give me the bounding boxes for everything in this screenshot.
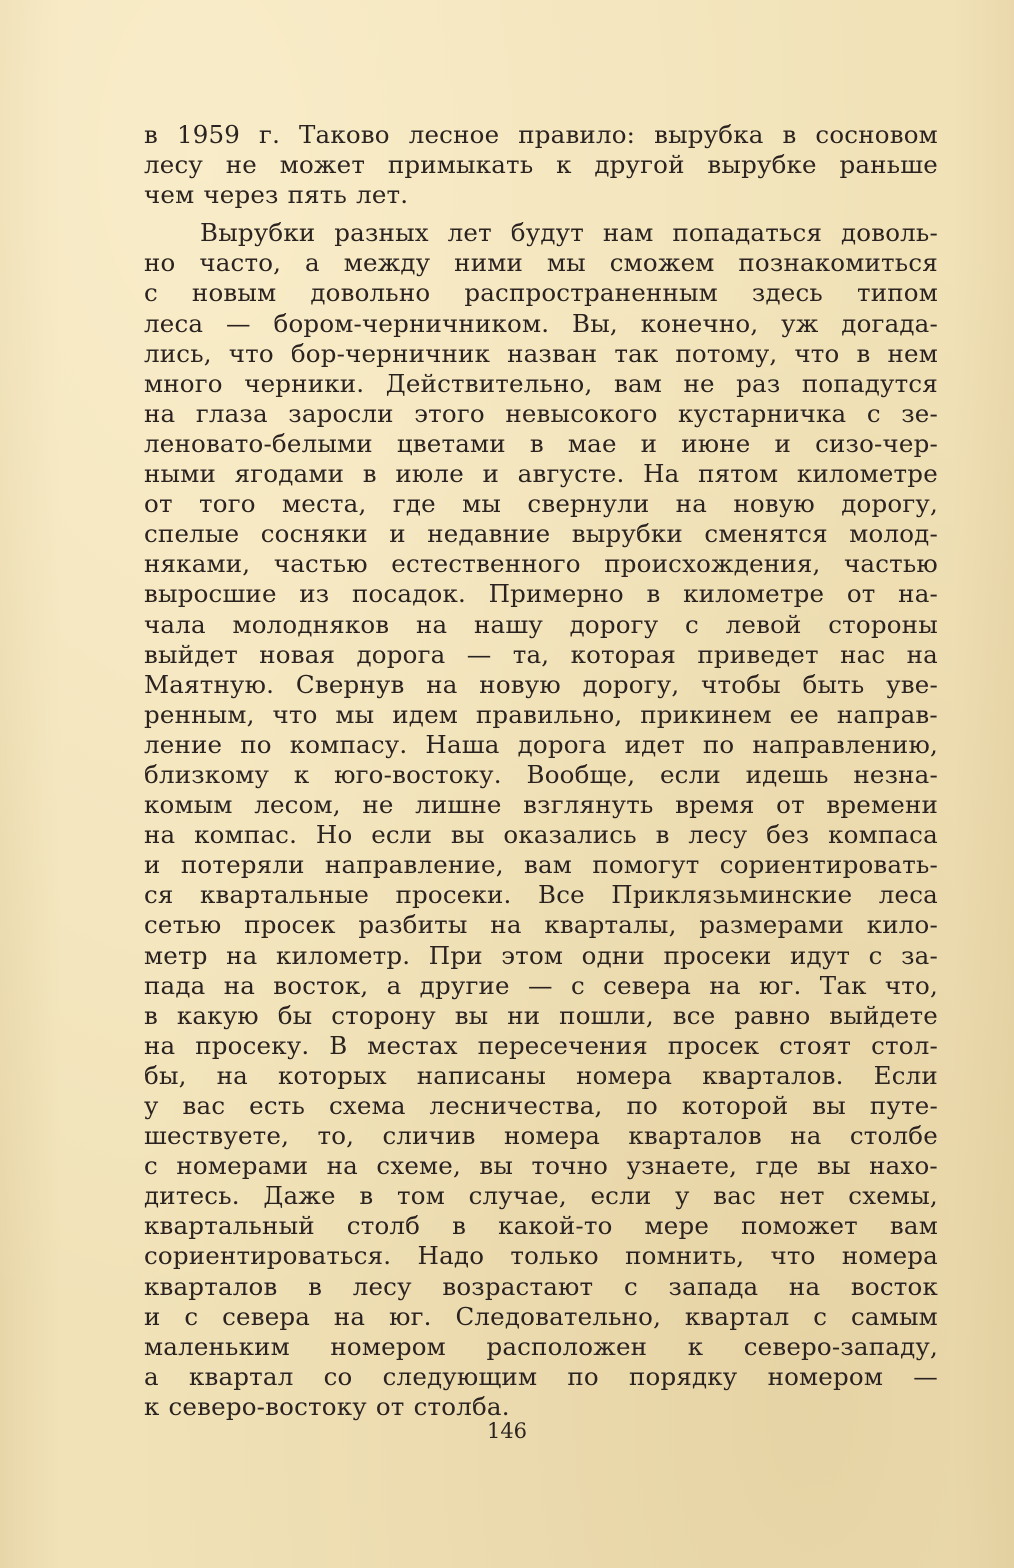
text-line: выросшие из посадок. Примерно в километре от на- (144, 579, 938, 609)
text-line: леновато-белыми цветами в мае и июне и сизо-чер- (144, 428, 938, 458)
text-line: Вырубки разных лет будут нам попадаться доволь- (200, 218, 938, 248)
text-line: чем через пять лет. (144, 180, 409, 210)
text-line: много черники. Действительно, вам не раз попадутся (144, 368, 938, 398)
text-line: маленьким номером расположен к северо-западу, (144, 1331, 938, 1361)
text-line: метр на километр. При этом одни просеки идут с за- (144, 940, 938, 970)
text-line: на глаза заросли этого невысокого кустарничка с зе- (144, 398, 938, 428)
text-line: дитесь. Даже в том случае, если у вас нет схемы, (144, 1181, 938, 1211)
text-line: квартальный столб в какой-то мере поможет вам (144, 1211, 938, 1241)
text-line: кварталов в лесу возрастают с запада на восток (144, 1271, 938, 1301)
text-line: спелые сосняки и недавние вырубки сменятся молод- (144, 519, 938, 549)
text-line: леса — бором-черничником. Вы, конечно, уж догада- (144, 308, 938, 338)
text-line: лесу не может примыкать к другой вырубке раньше (144, 150, 938, 180)
text-line: выйдет новая дорога — та, которая приведет нас на (144, 639, 938, 669)
text-line: к северо-востоку от столба. (144, 1391, 510, 1421)
text-line: но часто, а между ними мы сможем познакомиться (144, 248, 938, 278)
text-line: ление по компасу. Наша дорога идет по направлению, (144, 729, 938, 759)
text-line: близкому к юго-востоку. Вообще, если идешь незна- (144, 759, 938, 789)
text-line: с новым довольно распространенным здесь типом (144, 278, 938, 308)
text-line: чала молодняков на нашу дорогу с левой стороны (144, 609, 938, 639)
text-line: лись, что бор-черничник назван так потому, что в нем (144, 338, 938, 368)
text-line: комым лесом, не лишне взглянуть время от времени (144, 790, 938, 820)
text-line: на компас. Но если вы оказались в лесу без компаса (144, 820, 938, 850)
text-line: у вас есть схема лесничества, по которой вы путе- (144, 1091, 938, 1120)
text-line: ными ягодами в июле и августе. На пятом километре (144, 459, 938, 489)
text-line: и потеряли направление, вам помогут сориентировать- (144, 850, 938, 880)
text-line: от того места, где мы свернули на новую дорогу, (144, 489, 938, 519)
text-line: в какую бы сторону вы ни пошли, все равно выйдете (144, 1000, 938, 1030)
body-text (144, 120, 938, 1422)
text-line: няками, частью естественного происхождения, частью (144, 549, 938, 579)
text-line: с номерами на схеме, вы точно узнаете, где вы нахо- (144, 1151, 938, 1181)
text-line: шествуете, то, сличив номера кварталов на столбе (144, 1121, 938, 1151)
text-line: Маятную. Свернув на новую дорогу, чтобы быть уве- (144, 669, 938, 699)
page-number: 146 (486, 1419, 528, 1443)
text-line: пада на восток, а другие — с севера на юг. Так что, (144, 970, 938, 1000)
text-line: а квартал со следующим по порядку номером — (144, 1361, 938, 1391)
text-line: на просеку. В местах пересечения просек стоят стол- (144, 1030, 938, 1060)
text-line: ренным, что мы идем правильно, прикинем ее направ- (144, 699, 938, 729)
text-line: ся квартальные просеки. Все Приклязьминские леса (144, 880, 938, 910)
text-line: сетью просек разбиты на кварталы, размерами кило- (144, 910, 938, 940)
text-line: в 1959 г. Таково лесное правило: вырубка в сосновом (144, 120, 938, 149)
text-line: сориентироваться. Надо только помнить, что номера (144, 1241, 938, 1271)
text-line: и с севера на юг. Следовательно, квартал с самым (144, 1301, 938, 1331)
text-line: бы, на которых написаны номера кварталов. Если (144, 1060, 938, 1090)
